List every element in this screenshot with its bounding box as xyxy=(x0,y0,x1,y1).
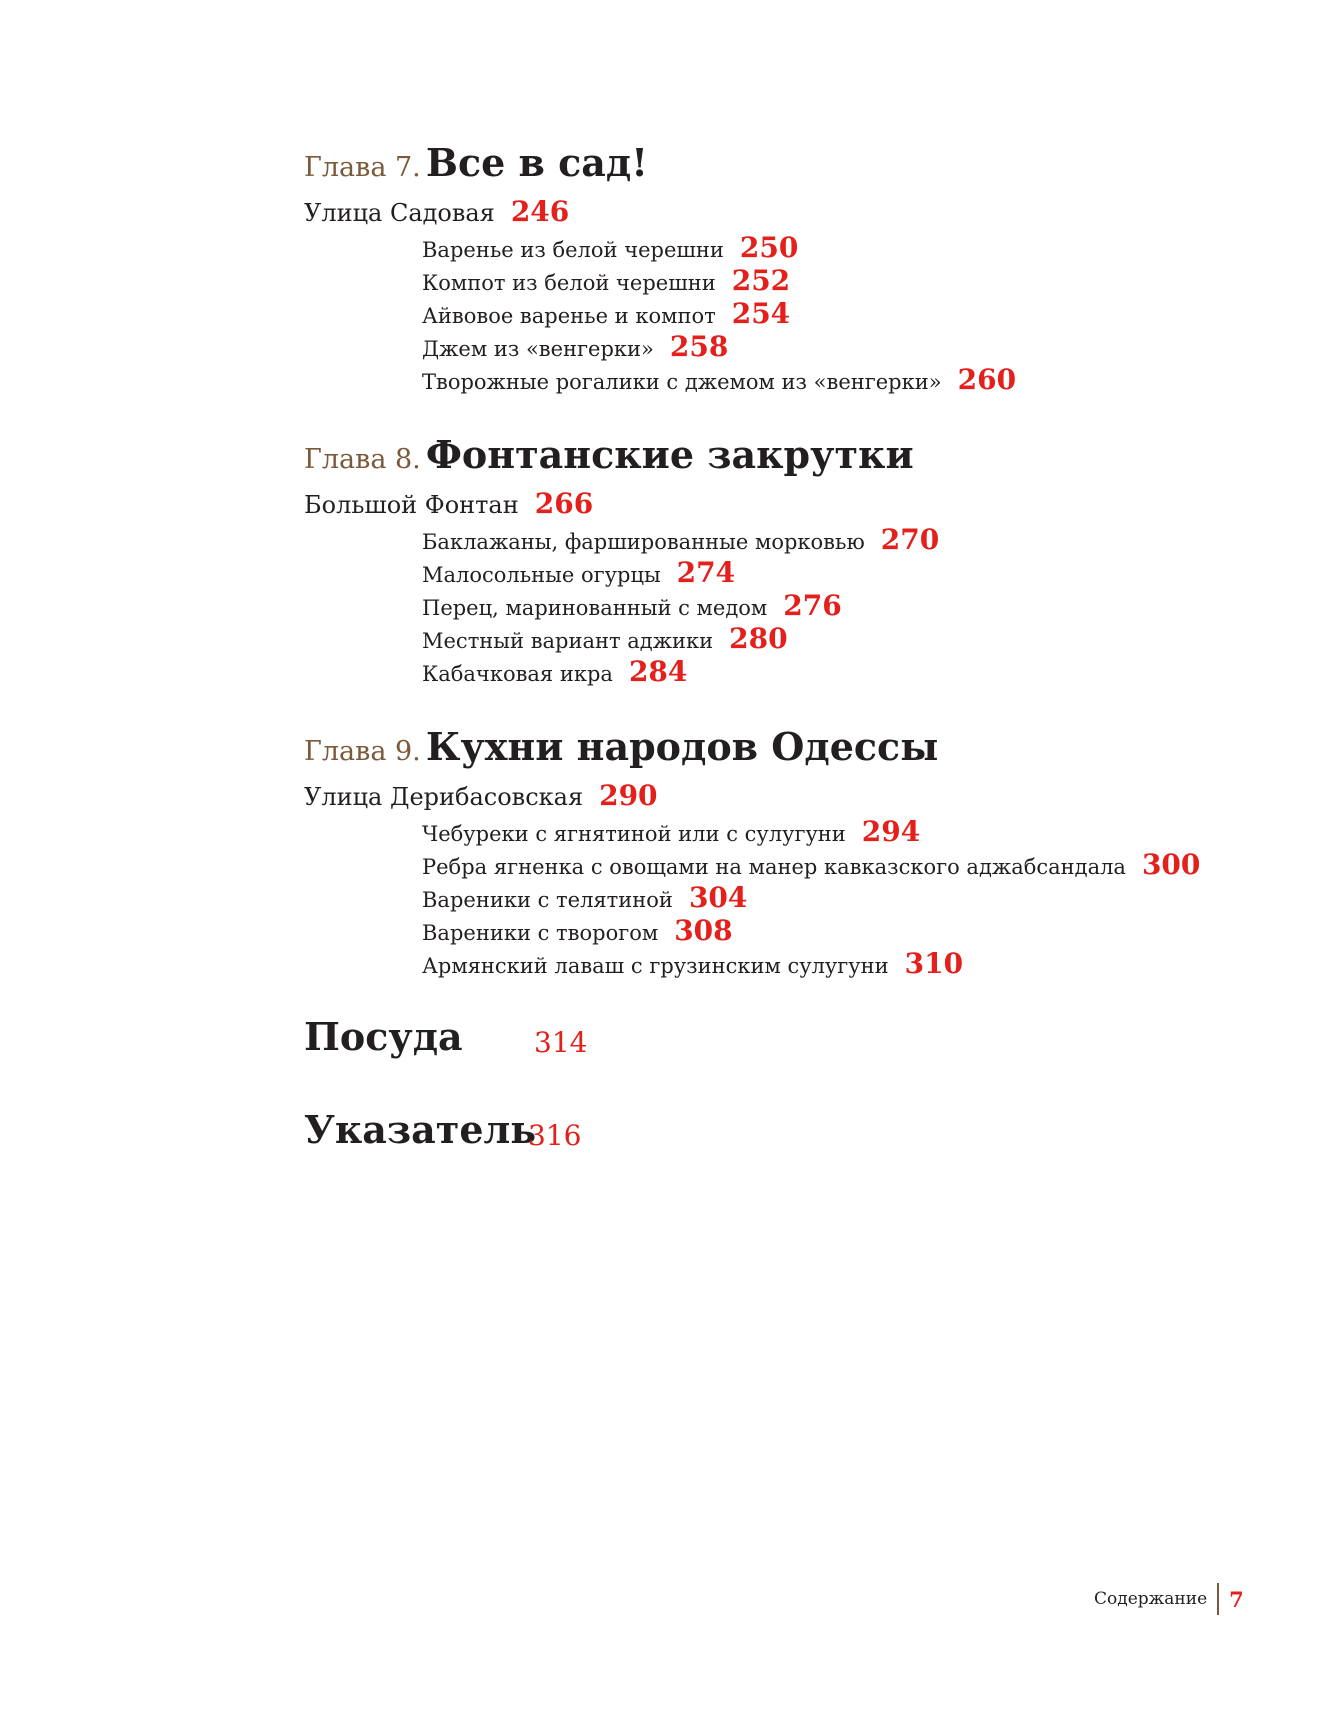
recipe-entry[interactable] xyxy=(422,231,798,264)
folio-page-number: 7 xyxy=(1229,1586,1244,1612)
footer-divider xyxy=(1217,1583,1219,1615)
page-number: 254 xyxy=(731,297,791,330)
chapter-number: Глава 8. xyxy=(304,444,421,475)
recipe-title: Кабачковая икра xyxy=(422,662,613,686)
chapter-title: Кухни народов Одессы xyxy=(425,724,939,769)
recipe-title: Перец, маринованный с медом xyxy=(422,596,768,620)
recipe-entry[interactable] xyxy=(422,589,842,622)
recipe-entry[interactable] xyxy=(422,363,1016,396)
recipe-title: Джем из «венгерки» xyxy=(422,337,654,361)
recipe-title: Вареники с творогом xyxy=(422,921,659,945)
chapter-number: Глава 7. xyxy=(304,152,421,183)
recipe-title: Местный вариант аджики xyxy=(422,629,714,653)
section-title: Большой Фонтан xyxy=(304,491,519,519)
section-title: Улица Дерибасовская xyxy=(304,783,584,811)
toc-extra-index[interactable] xyxy=(304,1107,582,1152)
page-number: 280 xyxy=(729,622,788,655)
recipe-entry[interactable] xyxy=(422,622,788,655)
recipe-title: Малосольные огурцы xyxy=(422,563,661,587)
recipe-title: Армянский лаваш с грузинским сулугуни xyxy=(422,954,889,978)
recipe-entry[interactable] xyxy=(422,297,790,330)
page-number: 284 xyxy=(628,655,688,688)
page-number: 294 xyxy=(861,815,921,848)
page-number: 300 xyxy=(1141,848,1201,881)
chapter-title: Все в сад! xyxy=(425,140,648,185)
page-number: 290 xyxy=(599,779,658,812)
recipe-title: Айвовое варенье и компот xyxy=(422,304,716,328)
chapter-number: Глава 9. xyxy=(304,736,421,767)
chapter-heading[interactable] xyxy=(304,432,914,477)
running-footer-title: Содержание xyxy=(1094,1589,1208,1609)
page-number: 270 xyxy=(880,523,940,556)
recipe-entry[interactable] xyxy=(422,655,687,688)
page-number: 316 xyxy=(528,1119,582,1152)
page-number: 246 xyxy=(510,195,570,228)
recipe-entry[interactable] xyxy=(422,815,920,848)
page-number: 308 xyxy=(674,914,733,947)
page-number: 310 xyxy=(904,947,964,980)
page-number: 304 xyxy=(688,881,748,914)
chapter-heading[interactable] xyxy=(304,724,938,769)
page-number: 258 xyxy=(669,330,729,363)
recipe-entry[interactable] xyxy=(422,914,733,947)
recipe-entry[interactable] xyxy=(422,947,963,980)
section-title: Улица Садовая xyxy=(304,199,495,227)
page-number: 252 xyxy=(731,264,791,297)
toc-extra-dishes[interactable] xyxy=(304,1014,588,1059)
section-entry[interactable] xyxy=(304,779,658,812)
recipe-entry[interactable] xyxy=(422,523,939,556)
page-number: 250 xyxy=(739,231,799,264)
recipe-entry[interactable] xyxy=(422,848,1200,881)
extra-title: Посуда xyxy=(304,1014,463,1059)
recipe-entry[interactable] xyxy=(422,556,735,589)
recipe-title: Компот из белой черешни xyxy=(422,271,716,295)
recipe-title: Чебуреки с ягнятиной или с сулугуни xyxy=(422,822,846,846)
recipe-entry[interactable] xyxy=(422,330,728,363)
page-number: 260 xyxy=(957,363,1017,396)
recipe-entry[interactable] xyxy=(422,881,747,914)
recipe-title: Варенье из белой черешни xyxy=(422,238,724,262)
page-number: 314 xyxy=(534,1026,588,1059)
page-number: 276 xyxy=(783,589,842,622)
recipe-title: Вареники с телятиной xyxy=(422,888,673,912)
chapter-heading[interactable] xyxy=(304,140,648,185)
page-number: 274 xyxy=(676,556,736,589)
recipe-title: Творожные рогалики с джемом из «венгерки» xyxy=(422,370,942,394)
page-footer xyxy=(1094,1582,1244,1616)
section-entry[interactable] xyxy=(304,195,569,228)
extra-title: Указатель xyxy=(304,1107,537,1152)
page-number: 266 xyxy=(534,487,594,520)
recipe-title: Баклажаны, фаршированные морковью xyxy=(422,530,865,554)
recipe-title: Ребра ягненка с овощами на манер кавказского аджабсандала xyxy=(422,855,1126,879)
section-entry[interactable] xyxy=(304,487,593,520)
chapter-title: Фонтанские закрутки xyxy=(425,432,914,477)
recipe-entry[interactable] xyxy=(422,264,790,297)
